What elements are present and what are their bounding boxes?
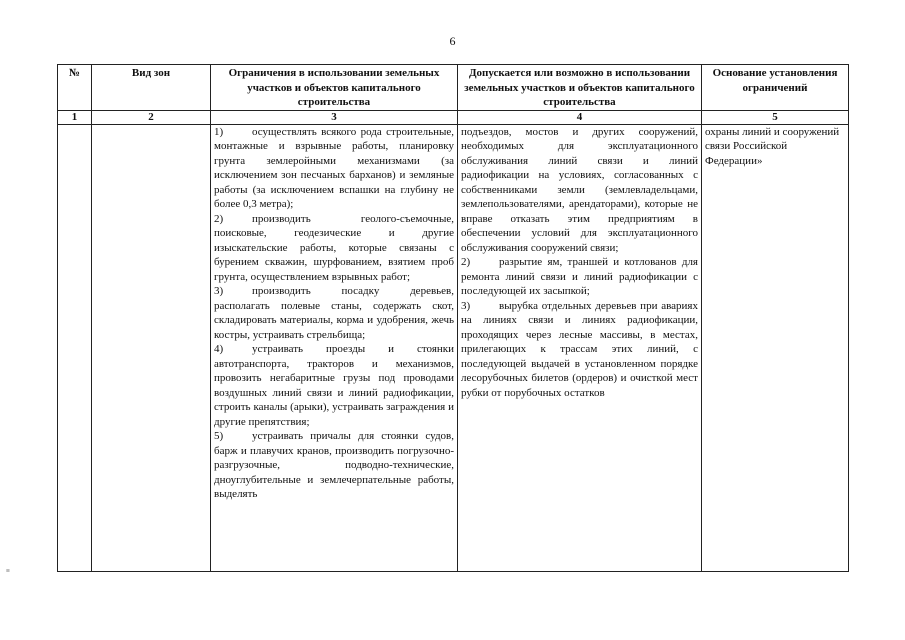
column-number: 2 — [92, 110, 211, 124]
zones-restrictions-table — [57, 64, 849, 572]
cell-zone-type — [92, 124, 211, 571]
header-permitted: Допускается или возможно в использовании земельных участков и объектов капитального строительства — [458, 65, 702, 111]
item-number: 1) — [214, 125, 224, 138]
restriction-item — [214, 342, 454, 429]
item-text: разрытие ям, траншей и котлованов для ремонта линий связи и линий радиофикации с последующей их засыпкой; — [461, 256, 698, 297]
restriction-item — [214, 125, 454, 212]
table-header-row — [58, 65, 849, 111]
cell-number — [58, 124, 92, 571]
margin-mark: ≡ — [6, 567, 10, 575]
cell-basis: охраны линий и сооружений связи Российской Федерации» — [702, 124, 849, 571]
restriction-item — [214, 429, 454, 502]
table-row — [58, 124, 849, 571]
item-text: вырубка отдельных деревьев при авариях на линиях связи и линиях радиофикации, проходящих через лесные массивы, в местах, прилегающих к трассам этих линий, с последующей выдачей в установленном порядке лесорубочных билетов (ордеров) и очисткой мест рубки от порубочных остатков — [461, 299, 698, 399]
column-number: 4 — [458, 110, 702, 124]
header-restrictions: Ограничения в использовании земельных участков и объектов капитального строительства — [211, 65, 458, 111]
item-text: производить геолого-съемочные, поисковые, геодезические и другие изыскательские работы, которые связаны с бурением скважин, шурфованием, взятием проб грунта, осуществлением взрывных работ; — [214, 212, 454, 283]
item-text: осуществлять всякого рода строительные, монтажные и взрывные работы, планировку грунта землеройными механизмами (за исключением зон песчаных барханов) и земляные работы (за исключением вспашки на глубину не более 0,3 метра); — [214, 125, 454, 210]
permitted-lead-text: подъездов, мостов и других сооружений, необходимых для эксплуатационного обслуживания линий связи и линий радиофикации на условиях, согласованных с собственниками земли (землевладельцами, землепользователями, арендаторами), которые не вправе отказать этим предприятиям в обеспечении условий для эксплуатационного обслуживания сооружений связи; — [461, 125, 698, 254]
column-number: 1 — [58, 110, 92, 124]
cell-restrictions — [211, 124, 458, 571]
item-number: 2) — [214, 212, 224, 225]
permitted-item — [461, 255, 698, 299]
page-number: 6 — [449, 34, 456, 48]
column-number: 5 — [702, 110, 849, 124]
restriction-item — [214, 212, 454, 285]
item-text: производить посадку деревьев, располагать полевые станы, содержать скот, складировать материалы, корма и удобрения, жечь костры, устраивать стрельбища; — [214, 285, 454, 341]
cell-permitted — [458, 124, 702, 571]
column-numbers-row — [58, 110, 849, 124]
header-zone-type: Вид зон — [92, 65, 211, 111]
column-number: 3 — [211, 110, 458, 124]
item-text: устраивать проезды и стоянки автотранспорта, тракторов и механизмов, провозить негабаритные грузы под проводами воздушных линий связи и линий радиофикации, строить каналы (арыки), устраивать заграждения и другие препятствия; — [214, 343, 454, 428]
header-basis: Основание установления ограничений — [702, 65, 849, 111]
item-number: 5) — [214, 430, 224, 442]
item-number: 3) — [461, 299, 471, 312]
header-number: № — [58, 65, 92, 111]
item-number: 3) — [214, 285, 224, 297]
item-number: 2) — [461, 256, 471, 268]
restriction-item — [214, 284, 454, 342]
item-number: 4) — [214, 343, 224, 355]
item-text: устраивать причалы для стоянки судов, барж и плавучих кранов, производить погрузочно-разгрузочные, подводно-технические, дноуглубительные и землечерпательные работы, выделять — [214, 430, 454, 500]
permitted-item — [461, 299, 698, 401]
